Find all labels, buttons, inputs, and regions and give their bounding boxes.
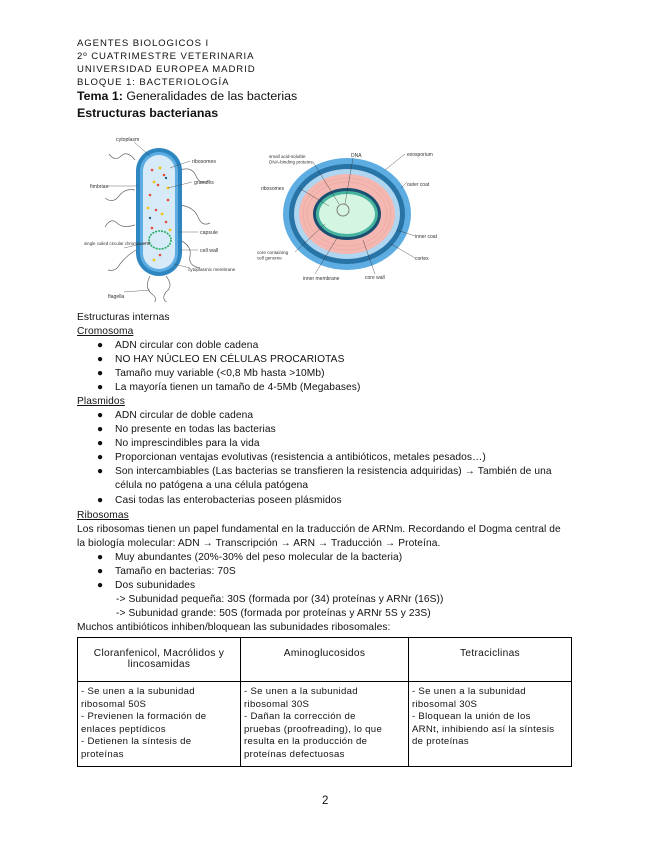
subunit-large: -> Subunidad grande: 50S (formada por proteínas y ARNr 5S y 23S) — [116, 608, 431, 619]
label-sasp: small acid-soluble DNA-binding proteins — [269, 154, 313, 165]
table-header: Cloranfenicol, Macrólidos y lincosamidas — [78, 638, 241, 682]
label-inner-membrane: inner membrane — [303, 276, 340, 282]
tema-heading — [77, 89, 297, 103]
ribosomas-paragraph-1: Los ribosomas tienen un papel fundamental en la traducción de ARNm. Recordando el Dogma central de — [77, 524, 561, 535]
page-number: 2 — [322, 795, 329, 807]
label-fimbriae: fimbriae — [90, 184, 109, 190]
label-chromosome: single coiled circular chromosome — [84, 241, 151, 246]
label-core-genome: core containing cell genome — [257, 250, 289, 261]
label-cytoplasmic-membrane: cytoplasmic membrane — [188, 267, 236, 272]
label-cortex: cortex — [415, 256, 429, 262]
label-outer-coat: outer coat — [407, 182, 430, 188]
label-granules: granules — [194, 180, 214, 186]
bacterial-cell-figure — [80, 130, 240, 302]
header-line-4: BLOQUE 1: BACTERIOLOGÍA — [77, 77, 230, 88]
label-core-wall: core wall — [365, 275, 385, 281]
label-ribosomes: ribosomes — [192, 159, 216, 165]
antibiotics-intro: Muchos antibióticos inhiben/bloquean las subunidades ribosomales: — [77, 622, 391, 633]
table-cell: - Se unen a la subunidad ribosomal 50S - Previenen la formación de enlaces peptídicos - Detienen la síntesis de proteínas — [78, 682, 241, 767]
table-header: Aminoglucosidos — [241, 638, 409, 682]
ribosomas-paragraph-2: la biología molecular: ADN → Transcripción → ARN → Traducción → Proteína. — [77, 538, 441, 549]
plasmidos-title: Plasmidos — [77, 396, 125, 407]
table-cell: - Se unen a la subunidad ribosomal 30S - Bloquean la unión de los ARNt, inhibiendo así la síntesis de proteínas — [408, 682, 571, 767]
header-line-1: AGENTES BIOLOGICOS I — [77, 38, 210, 49]
label-inner-coat: inner coat — [415, 234, 437, 240]
internas-title: Estructuras internas — [77, 312, 170, 323]
label-dna: DNA — [351, 153, 362, 159]
cytoplasm-shape — [143, 155, 175, 269]
table-cell: - Se unen a la subunidad ribosomal 30S - Dañan la corrección de pruebas (proofreading), lo que resulta en la producción de proteínas defectuosas — [241, 682, 409, 767]
endospore-figure — [255, 148, 455, 288]
label-flagella: flagella — [108, 294, 125, 300]
label-cell-wall: cell wall — [200, 248, 219, 254]
label-capsule: capsule — [200, 230, 218, 236]
document-page: AGENTES BIOLOGICOS I 2º CUATRIMESTRE VETERINARIA UNIVERSIDAD EUROPEA MADRID BLOQUE 1: BACTERIOLOGÍA Tema 1: Generalidades de las bacterias Estructuras bacterianas cytoplasm ribosomes fimbriae granules capsule single coiled circular chromosome cell wall cytoplasmic membrane flagella small acid-soluble DNA-binding proteins DNA exosporium ribosomes outer coat inner coat core containing cell genome cortex inner membrane core wall Estructuras internas Cromosoma ● ADN circular con doble cadena ● NO HAY NÚCLEO EN CÉLULAS PROCARIOTAS ● Tamaño muy variable (<0,8 Mb hasta >10Mb) ● La mayoría tienen un tamaño de 4-5Mb (Megabases) Plasmidos ● ADN circular de doble cadena ● No presente en todas las bacterias ● No imprescindibles para la vida ● Proporcionan ventajas evolutivas (resistencia a antibióticos, metales pesados…) ● Son intercambiables (Las bacterias se transfieren la resistencia adquiridas) → También de una célula no patógena a una célula patógena ● Casi todas las enterobacterias poseen plásmidos Ribosomas Los ribosomas tienen un papel fundamental en la traducción de ARNm. Recordando el Dogma central de la biología molecular: ADN → Transcripción → ARN → Traducción → Proteína. ● Muy abundantes (20%-30% del peso molecular de la bacteria) ● Tamaño en bacterias: 70S ● Dos subunidades -> Subunidad pequeña: 30S (formada por (34) proteínas y ARNr (16S)) -> Subunidad grande: 50S (formada por proteínas y ARNr 5S y 23S) Muchos antibióticos inhiben/bloquean las subunidades ribosomales: Cloranfenicol, Macrólidos y lincosamidas Aminoglucosidos Tetraciclinas - Se unen a la subunidad ribosomal 50S - Previenen la formación de enlaces peptídicos - Detienen la síntesis de proteínas - Se unen a la subunidad ribosomal 30S - Dañan la corrección de pruebas (proofreading), lo que resulta en la producción de proteínas defectuosas - Se unen a la subunidad ribosomal 30S - Bloquean la unión de los ARNt, inhibiendo así la síntesis de proteínas 2 — [0, 0, 655, 848]
tema-label: Tema 1: — [77, 89, 123, 103]
label-cytoplasm: cytoplasm — [116, 137, 140, 143]
table-header: Tetraciclinas — [408, 638, 571, 682]
ribosomas-title: Ribosomas — [77, 510, 129, 521]
subunit-small: -> Subunidad pequeña: 30S (formada por (34) proteínas y ARNr (16S)) — [116, 594, 444, 605]
label-exosporium: exosporium — [407, 152, 433, 158]
tema-title: Generalidades de las bacterias — [126, 89, 298, 103]
label-spore-ribosomes: ribosomes — [261, 186, 285, 192]
header-line-2: 2º CUATRIMESTRE VETERINARIA — [77, 51, 255, 62]
header-line-3: UNIVERSIDAD EUROPEA MADRID — [77, 64, 256, 75]
section-title: Estructuras bacterianas — [77, 106, 219, 120]
cromosoma-title: Cromosoma — [77, 326, 134, 337]
antibiotics-table — [77, 637, 572, 767]
